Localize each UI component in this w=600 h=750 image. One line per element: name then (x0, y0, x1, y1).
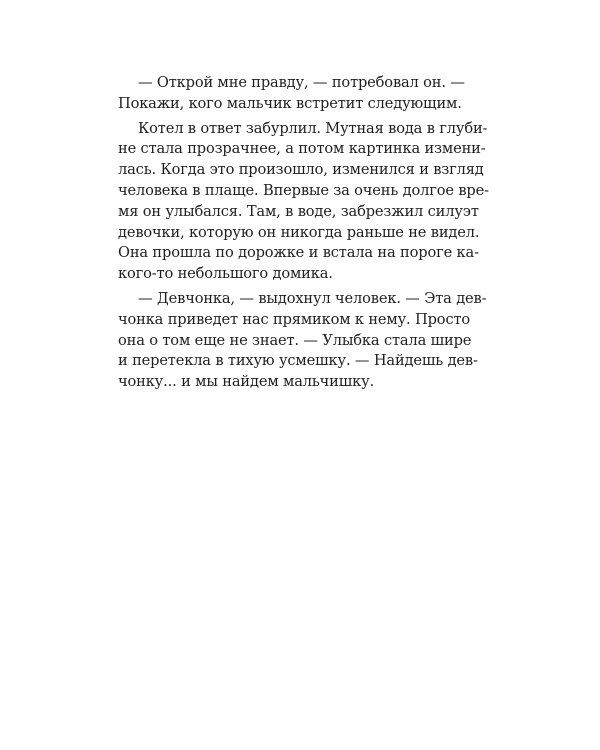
text-line: девочки, которую он никогда раньше не видел. (118, 223, 480, 241)
paragraph-1 (118, 73, 464, 115)
text-line: Котел в ответ забурлил. Мутная вода в глуби- (138, 119, 488, 137)
text-line: и перетекла в тихую усмешку. — Найдешь дев- (118, 352, 478, 370)
text-line: мя он улыбался. Там, в воде, забрезжил силуэт (118, 202, 479, 220)
text-line: — Девчонка, — выдохнул человек. — Эта дев- (138, 289, 487, 307)
text-line: лась. Когда это произошло, изменился и взгляд (118, 161, 484, 179)
text-line: Она прошла по дорожке и встала на пороге ка- (118, 244, 479, 262)
text-line: человека в плаще. Впервые за очень долгое вре- (118, 181, 489, 199)
text-line: кого-то небольшого домика. (118, 265, 333, 283)
text-line: Покажи, кого мальчик встретит следующим. (118, 94, 462, 112)
paragraph-3 (118, 289, 487, 393)
text-line: она о том еще не знает. — Улыбка стала шире (118, 331, 472, 349)
text-line: чонку... и мы найдем мальчишку. (118, 373, 375, 391)
text-line: — Открой мне правду, — потребовал он. — (138, 74, 465, 91)
body-text (118, 73, 489, 393)
paragraph-2 (118, 119, 489, 285)
text-line: чонка приведет нас прямиком к нему. Просто (118, 310, 471, 328)
text-line: не стала прозрачнее, а потом картинка измени- (118, 140, 486, 158)
